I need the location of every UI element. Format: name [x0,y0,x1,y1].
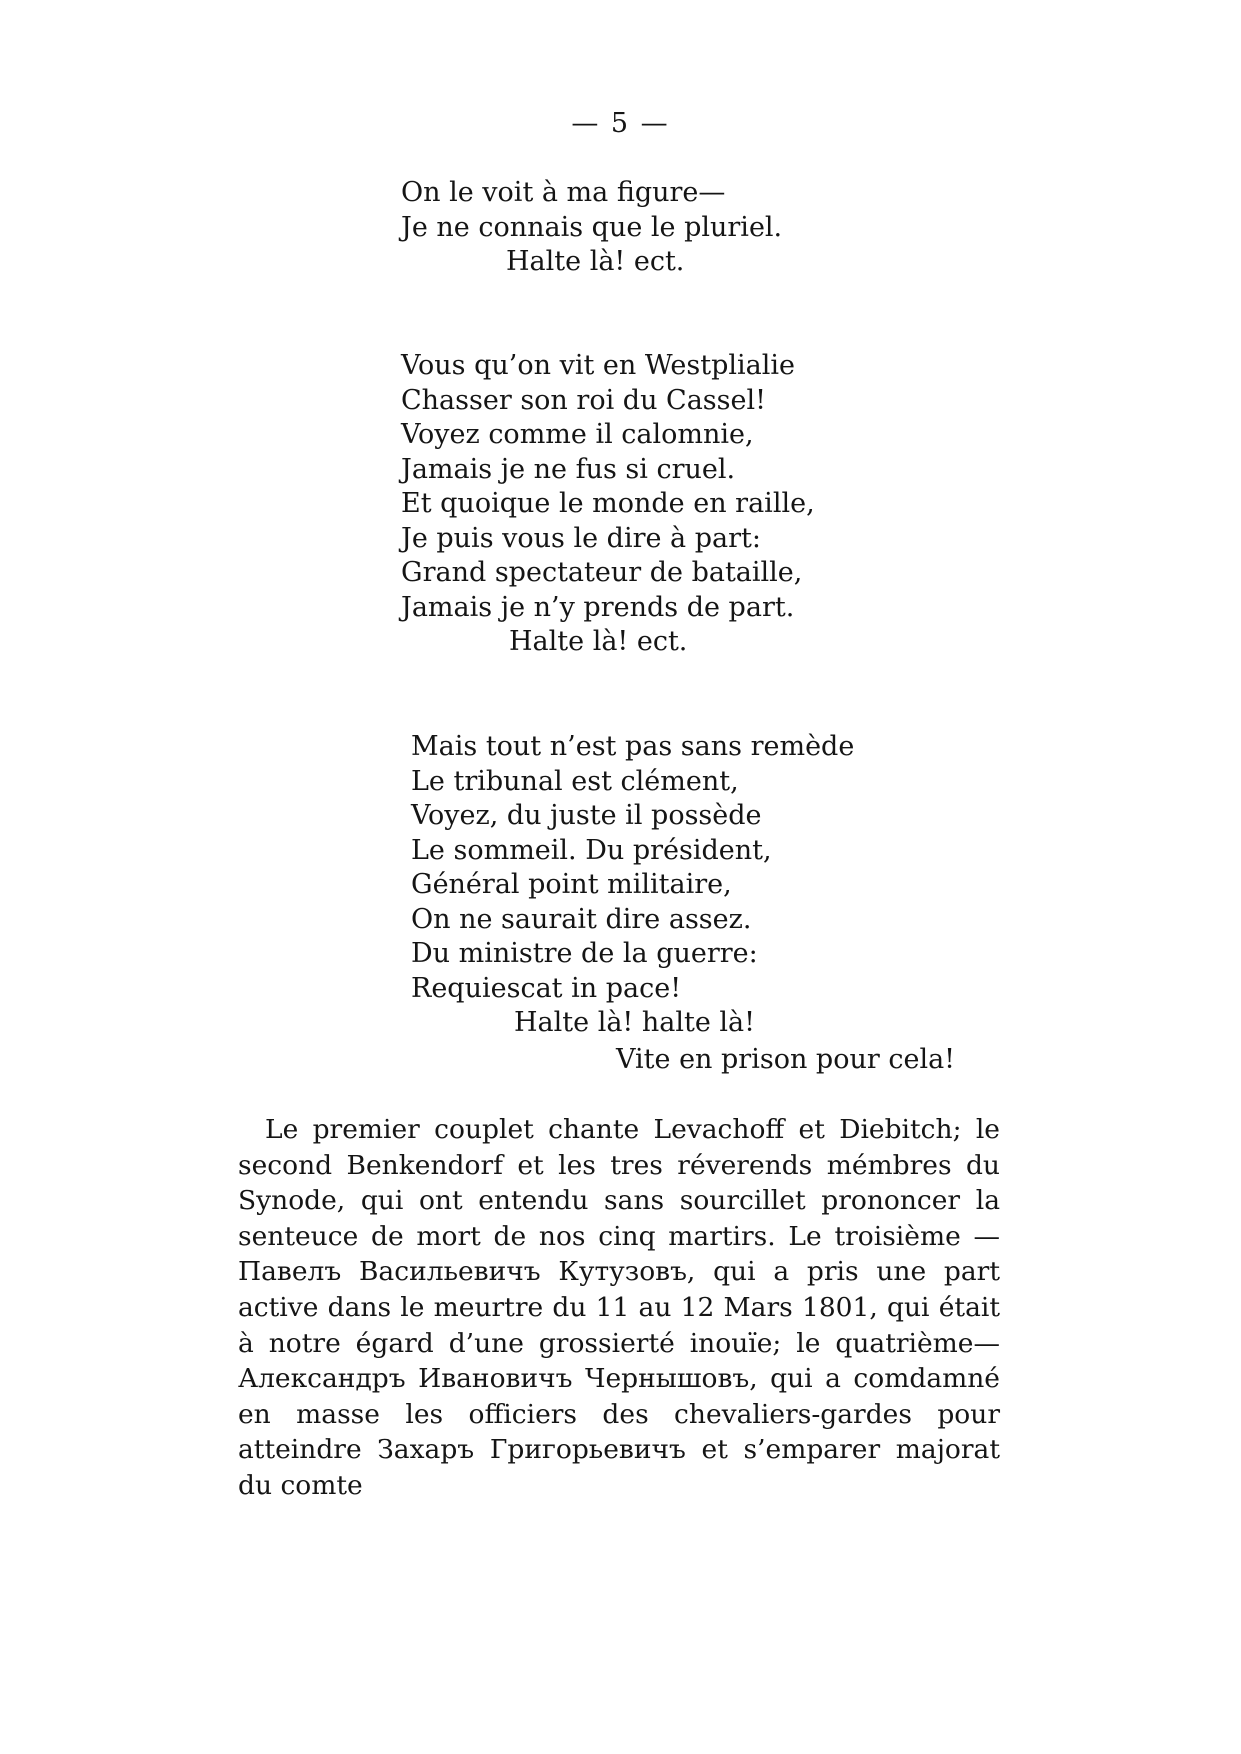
verse-line: Grand spectateur de bataille, [401,557,803,588]
page-number: — 5 — [571,108,670,139]
verse-line: Chasser son roi du Cassel! [401,384,766,416]
verse-line: Jamais je ne fus si cruel. [401,453,736,485]
verse-line: Voyez, du juste il possède [411,800,762,831]
prose-paragraph: Le premier couplet chante Levachoff et Diebitch; le second Benkendorf et les tres réverends mémbres du Synode, qui ont entendu sans sourcillet prononcer la senteuce de mort de nos cinq martirs. Le troisième — Павелъ Васильевичъ Кутузовъ, qui a pris une part active dans le meurtre du 11 au 12 Mars 1801, qui était à notre égard d’une grossierté inouïe; le quatrième—Александръ Ивановичъ Чернышовъ, qui a comdamné en masse les officiers des chevaliers-gardes pour atteindre Захаръ Григорьевичъ et s’emparer majorat du comte [238,1114,1000,1501]
stanza-3 [411,730,955,1077]
verse-line: Général point militaire, [411,869,732,900]
stanza-1 [401,176,782,280]
verse-line: Du ministre de la guerre: [411,938,758,969]
verse-line: Le sommeil. Du président, [411,834,772,866]
refrain-closing-line: Vite en prison pour cela! [616,1043,956,1075]
verse-line: Requiescat in pace! [411,972,682,1004]
verse-line: Mais tout n’est pas sans remède [411,731,855,762]
verse-line: Et quoique le monde en raille, [401,488,815,519]
verse-line: Jamais je n’y prends de part. [401,591,795,623]
verse-line: Je puis vous le dire à part: [401,522,761,554]
refrain: Halte là! ect. [506,246,685,277]
verse-line: Vous qu’on vit en Westplialie [401,350,795,381]
verse-line: On le voit à ma figure— [401,177,726,208]
verse-line: Le tribunal est clément, [411,765,739,797]
refrain: Halte là! ect. [509,626,688,657]
verse-line: Voyez comme il calomnie, [401,419,754,450]
refrain: Halte là! halte là! [514,1007,755,1038]
verse-line: Je ne connais que le pluriel. [401,211,783,243]
verse-line: On ne saurait dire assez. [411,903,752,935]
stanza-2 [401,349,815,660]
